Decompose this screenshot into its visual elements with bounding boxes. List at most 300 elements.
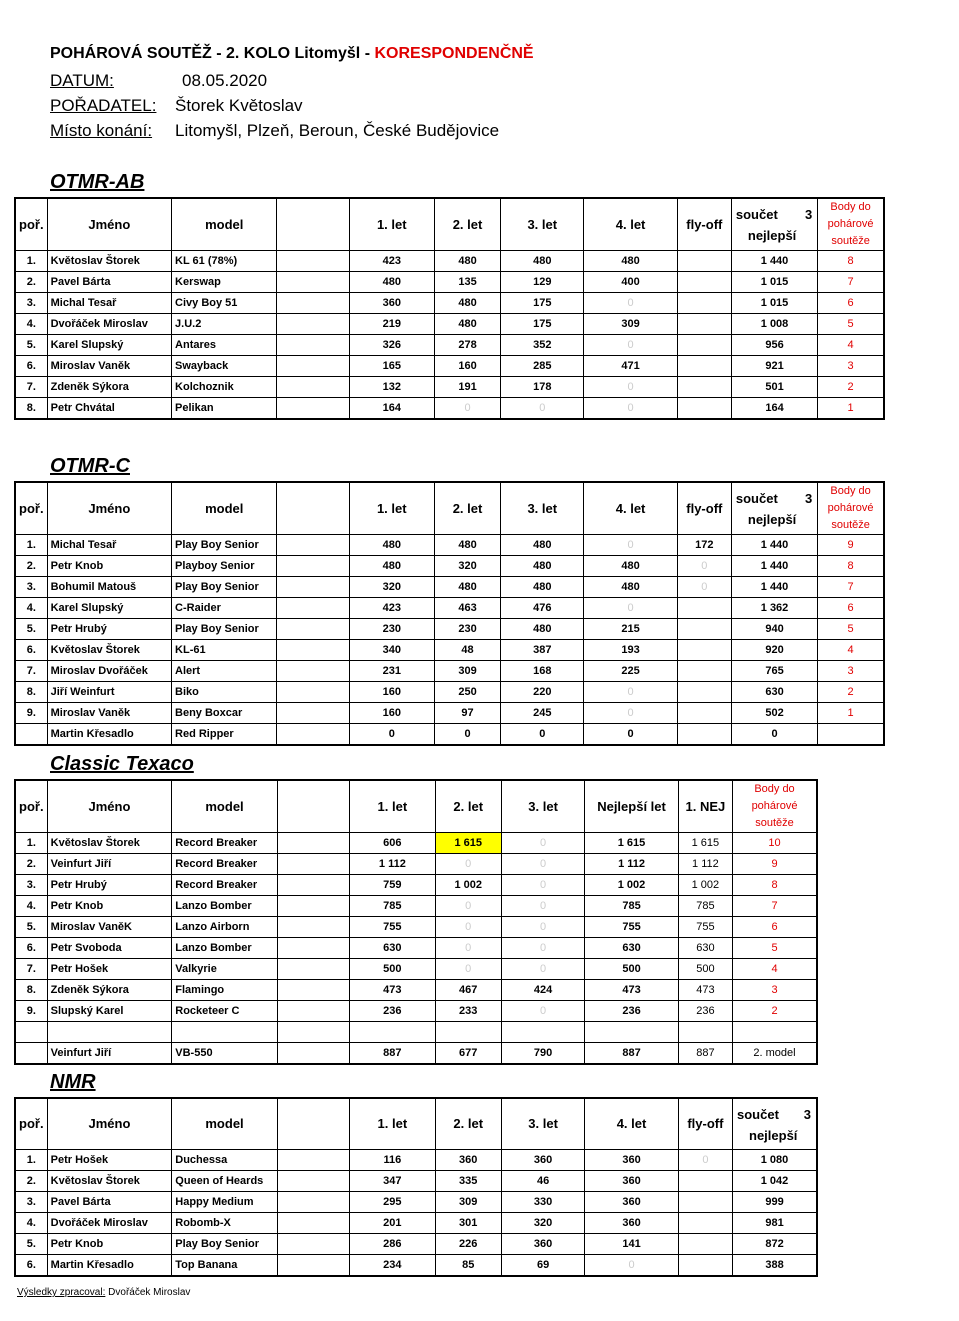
cell-por: 7. [15,661,47,682]
cell-let3: 69 [501,1254,584,1276]
cell-por: 3. [15,875,47,896]
cell-nej1: 473 [678,980,732,1001]
cell-model: VB-550 [172,1043,278,1065]
cell-flyoff [678,1233,732,1254]
cell-empty [277,1233,349,1254]
cell-model: Robomb-X [172,1212,278,1233]
cell-let4: 0 [584,703,677,724]
table-row [15,556,884,577]
cell-model: Record Breaker [172,833,278,854]
cell-jmeno: Michal Tesař [47,293,171,314]
cell-let1 [350,1022,435,1043]
cell-flyoff [677,619,731,640]
cell-flyoff [677,703,731,724]
cell-let2: 467 [435,980,501,1001]
col-let2: 2. let [435,780,501,833]
otmr-ab-table [14,197,885,420]
cell-empty [277,703,349,724]
cell-por: 1. [15,1149,47,1170]
col-empty [277,780,349,833]
cell-let3: 0 [501,896,584,917]
col-soucet: součet 3 nejlepší [733,1098,817,1149]
cell-empty [277,640,349,661]
col-body: Body do pohárové soutěže [818,482,884,535]
cell-flyoff [677,724,731,746]
cell-body: 4 [818,640,884,661]
cell-soucet: 1 015 [731,293,817,314]
cell-jmeno: Karel Slupský [47,598,171,619]
poradatel-line [50,96,303,116]
table-row [15,640,884,661]
col-model: model [172,1098,278,1149]
cell-body: 10 [733,833,817,854]
cell-let2: 480 [434,314,500,335]
cell-let4: 480 [584,251,677,272]
col-let3: 3. let [501,482,584,535]
col-por: poř. [15,198,47,251]
cell-nej1: 1 002 [678,875,732,896]
table-row [15,896,817,917]
cell-por [15,724,47,746]
cell-soucet: 921 [731,356,817,377]
cell-empty [277,398,349,420]
cell-let4: 400 [584,272,677,293]
misto-line [50,121,499,141]
cell-soucet: 1 440 [731,251,817,272]
cell-body: 2 [733,1001,817,1022]
table-row [15,1149,817,1170]
cell-let3: 129 [501,272,584,293]
cell-body: 9 [818,535,884,556]
cell-empty [277,1212,349,1233]
col-let4: 4. let [584,482,677,535]
otmr-c-table [14,481,885,746]
cell-model: Lanzo Bomber [172,938,278,959]
cell-nejlepsi-let: 1 112 [585,854,678,875]
cell-flyoff [677,335,731,356]
cell-soucet: 872 [733,1233,817,1254]
cell-empty [277,1001,349,1022]
cell-jmeno: Petr Svoboda [47,938,172,959]
cell-let1: 785 [350,896,435,917]
cell-model: Kerswap [172,272,277,293]
cell-let1: 219 [349,314,434,335]
cell-model: Duchessa [172,1149,278,1170]
cell-body: 8 [818,251,884,272]
cell-body: 1 [818,398,884,420]
cell-body: 1 [818,703,884,724]
cell-empty [277,535,349,556]
cell-empty [277,377,349,398]
table-row [15,356,884,377]
cell-flyoff [677,293,731,314]
cell-let1: 231 [349,661,434,682]
cell-let2: 360 [435,1149,501,1170]
cell-let1: 160 [349,682,434,703]
cell-por: 6. [15,938,47,959]
cell-let2: 677 [435,1043,501,1065]
cell-nejlepsi-let: 1 615 [585,833,678,854]
cell-nejlepsi-let: 785 [585,896,678,917]
cell-let1: 165 [349,356,434,377]
cell-por: 2. [15,854,47,875]
cell-empty [277,896,349,917]
cell-flyoff [678,1212,732,1233]
cell-let3: 168 [501,661,584,682]
page-title [50,45,534,63]
table-row [15,535,884,556]
cell-model: Lanzo Bomber [172,896,278,917]
cell-por: 6. [15,640,47,661]
cell-model: Red Ripper [172,724,277,746]
cell-soucet: 765 [731,661,817,682]
classic-texaco-table [14,779,818,1065]
cell-por: 3. [15,1191,47,1212]
cell-model: C-Raider [172,598,277,619]
cell-let2: 480 [434,251,500,272]
cell-let3: 480 [501,577,584,598]
cell-let1: 759 [350,875,435,896]
cell-let1: 320 [349,577,434,598]
cell-let1: 480 [349,556,434,577]
cell-model: Queen of Heards [172,1170,278,1191]
cell-let4: 480 [584,556,677,577]
misto-label: Místo konání: [50,121,153,140]
table-row [15,619,884,640]
cell-let4: 193 [584,640,677,661]
table-row [15,377,884,398]
cell-let1: 0 [349,724,434,746]
cell-let2: 48 [434,640,500,661]
cell-jmeno: Miroslav Dvořáček [47,661,171,682]
table-row [15,1001,817,1022]
cell-por: 5. [15,1233,47,1254]
cell-let1: 236 [350,1001,435,1022]
cell-model: Play Boy Senior [172,619,277,640]
cell-jmeno: Veinfurt Jiří [47,854,172,875]
cell-let3: 175 [501,293,584,314]
cell-jmeno: Slupský Karel [47,1001,172,1022]
cell-let4: 471 [584,356,677,377]
section-title-nmr: NMR [50,1071,96,1093]
cell-body: 8 [733,875,817,896]
datum-label: DATUM: [50,71,114,90]
cell-body: 5 [733,938,817,959]
cell-let3: 480 [501,251,584,272]
table-row [15,272,884,293]
poradatel-label: POŘADATEL: [50,96,157,115]
misto-value: Litomyšl, Plzeň, Beroun, České Budějovice [175,121,500,140]
cell-nej1: 1 112 [678,854,732,875]
cell-let1: 630 [350,938,435,959]
cell-empty [277,854,349,875]
col-soucet: součet 3 nejlepší [731,482,817,535]
cell-soucet: 0 [731,724,817,746]
cell-model: Top Banana [172,1254,278,1276]
cell-let3: 0 [501,854,584,875]
table-row [15,1212,817,1233]
col-nejlepsi-let: Nejlepší let [585,780,678,833]
cell-let1: 230 [349,619,434,640]
cell-soucet: 1 042 [733,1170,817,1191]
cell-por: 4. [15,314,47,335]
cell-soucet: 1 362 [731,598,817,619]
cell-nej1: 500 [678,959,732,980]
cell-body: 3 [818,356,884,377]
col-jmeno: Jméno [47,1098,172,1149]
cell-model: Play Boy Senior [172,577,277,598]
col-let3: 3. let [501,780,584,833]
cell-empty [277,598,349,619]
table-row [15,661,884,682]
table-row [15,1043,817,1065]
col-por: poř. [15,780,47,833]
cell-jmeno: Karel Slupský [47,335,171,356]
cell-soucet: 1 080 [733,1149,817,1170]
cell-soucet: 1 440 [731,577,817,598]
cell-let3: 360 [501,1233,584,1254]
cell-let2: 301 [435,1212,501,1233]
table-row [15,682,884,703]
cell-por: 4. [15,598,47,619]
cell-jmeno: Miroslav Vaněk [47,703,171,724]
cell-nejlepsi-let: 236 [585,1001,678,1022]
cell-let2: 230 [434,619,500,640]
cell-empty [277,356,349,377]
cell-soucet: 981 [733,1212,817,1233]
cell-jmeno: Petr Hrubý [47,619,171,640]
cell-por: 4. [15,896,47,917]
table-row [15,1254,817,1276]
col-let2: 2. let [434,198,500,251]
col-let2: 2. let [434,482,500,535]
cell-nej1 [678,1022,732,1043]
col-body: Body do pohárové soutěže [818,198,884,251]
cell-body: 4 [818,335,884,356]
cell-empty [277,1170,349,1191]
cell-jmeno: Květoslav Štorek [47,833,172,854]
cell-flyoff: 0 [678,1149,732,1170]
cell-soucet: 1 440 [731,556,817,577]
cell-por: 8. [15,980,47,1001]
cell-let1: 423 [349,251,434,272]
cell-let2: 0 [435,959,501,980]
cell-por: 6. [15,1254,47,1276]
cell-let4: 0 [584,724,677,746]
cell-let4: 360 [585,1170,678,1191]
col-let3: 3. let [501,1098,584,1149]
cell-let4: 360 [585,1212,678,1233]
cell-let4: 360 [585,1191,678,1212]
cell-empty [277,980,349,1001]
table-row [15,917,817,938]
cell-por: 5. [15,619,47,640]
cell-let1: 164 [349,398,434,420]
cell-model: KL-61 [172,640,277,661]
cell-model: J.U.2 [172,314,277,335]
cell-let3: 790 [501,1043,584,1065]
cell-let1: 423 [349,598,434,619]
cell-model: Rocketeer C [172,1001,278,1022]
cell-por: 2. [15,1170,47,1191]
cell-let2: 191 [434,377,500,398]
cell-model [172,1022,278,1043]
cell-let2: 85 [435,1254,501,1276]
cell-let1: 132 [349,377,434,398]
cell-nejlepsi-let: 1 002 [585,875,678,896]
cell-empty [277,917,349,938]
cell-flyoff [677,661,731,682]
cell-flyoff [677,314,731,335]
cell-body [733,1022,817,1043]
cell-let2: 335 [435,1170,501,1191]
col-jmeno: Jméno [47,198,171,251]
cell-let2: 278 [434,335,500,356]
cell-soucet: 388 [733,1254,817,1276]
col-model: model [172,780,278,833]
cell-flyoff: 0 [677,577,731,598]
cell-nej1: 785 [678,896,732,917]
table-row [15,398,884,420]
cell-let4: 360 [585,1149,678,1170]
cell-nejlepsi-let: 473 [585,980,678,1001]
cell-let1: 234 [350,1254,435,1276]
cell-let1: 116 [350,1149,435,1170]
cell-let2: 0 [435,938,501,959]
cell-flyoff [677,640,731,661]
cell-let3: 220 [501,682,584,703]
cell-body: 2. model [733,1043,817,1065]
col-flyoff: fly-off [677,198,731,251]
cell-jmeno: Dvořáček Miroslav [47,314,171,335]
col-model: model [172,198,277,251]
cell-model: Play Boy Senior [172,535,277,556]
cell-por: 1. [15,535,47,556]
cell-jmeno: Michal Tesař [47,535,171,556]
cell-model: Alert [172,661,277,682]
cell-jmeno: Petr Hrubý [47,875,172,896]
table-row [15,1170,817,1191]
table-row [15,854,817,875]
cell-soucet: 956 [731,335,817,356]
col-let4: 4. let [584,198,677,251]
col-por: poř. [15,1098,47,1149]
col-let2: 2. let [435,1098,501,1149]
cell-let2: 226 [435,1233,501,1254]
cell-model: Antares [172,335,277,356]
cell-model: Happy Medium [172,1191,278,1212]
cell-nej1: 1 615 [678,833,732,854]
cell-let1: 480 [349,272,434,293]
cell-let3: 245 [501,703,584,724]
cell-let3: 480 [501,619,584,640]
table-row [15,577,884,598]
cell-jmeno: Veinfurt Jiří [47,1043,172,1065]
cell-let3: 0 [501,875,584,896]
section-title-classic-texaco: Classic Texaco [50,753,194,775]
cell-body: 5 [818,619,884,640]
cell-let1: 286 [350,1233,435,1254]
datum-line [50,71,267,91]
cell-soucet: 501 [731,377,817,398]
cell-let3: 387 [501,640,584,661]
col-jmeno: Jméno [47,482,171,535]
cell-let1: 326 [349,335,434,356]
cell-body: 2 [818,682,884,703]
section-title-otmr-c: OTMR-C [50,455,130,477]
cell-jmeno: Bohumil Matouš [47,577,171,598]
cell-body: 7 [818,577,884,598]
cell-let2: 309 [435,1191,501,1212]
cell-jmeno: Martin Křesadlo [47,724,171,746]
cell-jmeno: Petr Chvátal [47,398,171,420]
cell-body: 2 [818,377,884,398]
nmr-table [14,1097,818,1277]
cell-nej1: 887 [678,1043,732,1065]
table-row [15,724,884,746]
section-title-otmr-ab: OTMR-AB [50,171,145,193]
cell-flyoff [677,377,731,398]
cell-nej1: 236 [678,1001,732,1022]
cell-let4: 0 [584,682,677,703]
cell-let3: 330 [501,1191,584,1212]
footer [17,1287,190,1298]
cell-let2: 480 [434,293,500,314]
cell-flyoff [677,398,731,420]
cell-nej1: 755 [678,917,732,938]
cell-empty [277,314,349,335]
cell-let3: 46 [501,1170,584,1191]
cell-let1: 347 [350,1170,435,1191]
cell-let2: 0 [434,724,500,746]
table-row [15,1022,817,1043]
cell-let2: 480 [434,535,500,556]
cell-por [15,1022,47,1043]
cell-model: KL 61 (78%) [172,251,277,272]
cell-model: Flamingo [172,980,278,1001]
cell-let2: 320 [434,556,500,577]
col-jmeno: Jméno [47,780,172,833]
cell-body: 9 [733,854,817,875]
cell-model: Play Boy Senior [172,1233,278,1254]
cell-flyoff: 172 [677,535,731,556]
cell-let1: 360 [349,293,434,314]
table-row [15,1233,817,1254]
col-body: Body do pohárové soutěže [733,780,817,833]
cell-let2: 0 [435,896,501,917]
col-let1: 1. let [349,482,434,535]
table-row [15,251,884,272]
cell-let3: 0 [501,724,584,746]
cell-let3: 424 [501,980,584,1001]
poradatel-value: Štorek Květoslav [175,96,303,115]
table-row [15,938,817,959]
cell-flyoff [677,272,731,293]
cell-let1: 606 [350,833,435,854]
cell-let1: 755 [350,917,435,938]
cell-jmeno: Petr Hošek [47,1149,172,1170]
cell-model: Swayback [172,356,277,377]
cell-let4: 0 [584,398,677,420]
cell-por [15,1043,47,1065]
title-mode: KORESPONDENČNĚ [374,45,534,62]
cell-let2 [435,1022,501,1043]
cell-model: Playboy Senior [172,556,277,577]
cell-model: Record Breaker [172,875,278,896]
cell-let1: 160 [349,703,434,724]
col-let3: 3. let [501,198,584,251]
table-row [15,335,884,356]
